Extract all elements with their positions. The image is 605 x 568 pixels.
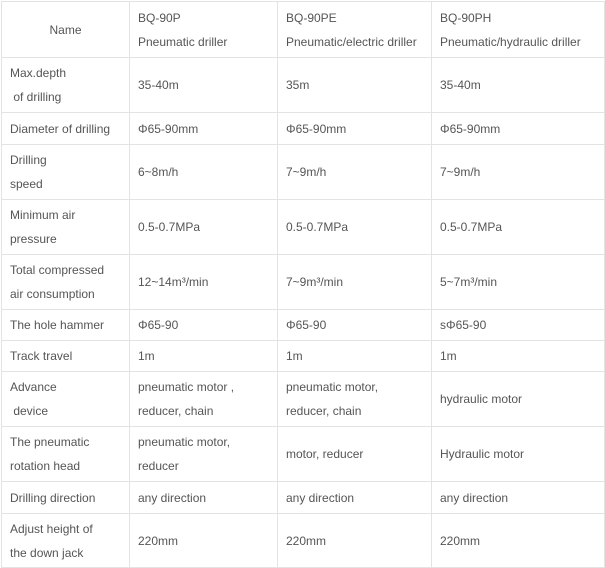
cell-value: 220mm bbox=[138, 533, 179, 548]
table-row bbox=[2, 372, 605, 427]
row-label-cell bbox=[2, 341, 130, 372]
cell-value: 0.5-0.7MPa bbox=[440, 220, 503, 234]
value-cell bbox=[278, 482, 432, 514]
cell-value: 220mm bbox=[286, 533, 327, 548]
value-cell bbox=[278, 427, 432, 482]
table-row bbox=[2, 200, 605, 255]
value-cell bbox=[130, 58, 278, 113]
value-cell bbox=[432, 255, 605, 310]
table-row bbox=[2, 58, 605, 113]
model-type: Pneumatic driller bbox=[138, 34, 228, 49]
row-label-line: Max.depth bbox=[10, 66, 67, 80]
value-cell bbox=[130, 255, 278, 310]
row-label-cell bbox=[2, 372, 130, 427]
row-label-line: Advance bbox=[10, 380, 57, 394]
model-code: BQ-90P bbox=[138, 10, 181, 25]
cell-value: 0.5-0.7MPa bbox=[286, 220, 349, 234]
row-label-line: air consumption bbox=[10, 287, 95, 301]
table-row bbox=[2, 310, 605, 341]
row-label-cell bbox=[2, 200, 130, 255]
cell-value: sΦ65-90 bbox=[440, 318, 487, 332]
cell-value: Φ65-90mm bbox=[138, 121, 199, 136]
cell-value: Φ65-90 bbox=[286, 318, 327, 332]
table-row bbox=[2, 427, 605, 482]
value-cell bbox=[432, 113, 605, 145]
model-header-cell-bq90pe bbox=[278, 2, 432, 58]
row-label-line: Adjust height of bbox=[10, 521, 93, 536]
row-label-line: The hole hammer bbox=[10, 318, 105, 332]
spec-table bbox=[1, 1, 605, 568]
cell-value: 5~7m³/min bbox=[440, 275, 498, 289]
cell-value: any direction bbox=[286, 490, 355, 505]
value-cell bbox=[130, 113, 278, 145]
value-cell bbox=[278, 58, 432, 113]
model-code: BQ-90PH bbox=[440, 10, 492, 25]
value-cell bbox=[278, 255, 432, 310]
value-cell bbox=[130, 200, 278, 255]
model-type: Pneumatic/hydraulic driller bbox=[440, 34, 581, 49]
cell-value: 35-40m bbox=[440, 78, 481, 92]
cell-value: 7~9m³/min bbox=[286, 275, 344, 289]
value-cell bbox=[278, 113, 432, 145]
cell-value: 1m bbox=[286, 349, 303, 363]
cell-value-line: reducer bbox=[138, 459, 179, 473]
value-cell bbox=[278, 200, 432, 255]
row-label-cell bbox=[2, 58, 130, 113]
row-label-line: The pneumatic bbox=[10, 435, 90, 449]
cell-value: Hydraulic motor bbox=[440, 447, 525, 461]
row-label-cell bbox=[2, 482, 130, 514]
row-label-cell bbox=[2, 310, 130, 341]
row-label-cell bbox=[2, 255, 130, 310]
value-cell bbox=[432, 310, 605, 341]
table-row bbox=[2, 145, 605, 200]
table-row bbox=[2, 255, 605, 310]
value-cell bbox=[130, 310, 278, 341]
cell-value: 7~9m/h bbox=[286, 165, 327, 179]
row-label-line: Diameter of drilling bbox=[10, 121, 111, 136]
value-cell bbox=[130, 145, 278, 200]
cell-value: 35-40m bbox=[138, 78, 179, 92]
row-label-line: of drilling bbox=[10, 90, 62, 104]
value-cell bbox=[432, 200, 605, 255]
value-cell bbox=[130, 372, 278, 427]
value-cell bbox=[278, 341, 432, 372]
cell-value-line: reducer, chain bbox=[138, 404, 214, 418]
table-row bbox=[2, 341, 605, 372]
value-cell bbox=[432, 341, 605, 372]
cell-value: Φ65-90mm bbox=[286, 121, 347, 136]
row-label-line: device bbox=[10, 404, 49, 418]
value-cell bbox=[130, 341, 278, 372]
cell-value: any direction bbox=[440, 490, 509, 505]
model-header-cell-bq90p bbox=[130, 2, 278, 58]
cell-value: any direction bbox=[138, 490, 207, 505]
value-cell bbox=[432, 427, 605, 482]
value-cell bbox=[130, 482, 278, 514]
row-label-cell bbox=[2, 145, 130, 200]
cell-value: 1m bbox=[138, 349, 155, 363]
value-cell bbox=[278, 310, 432, 341]
row-label-cell bbox=[2, 113, 130, 145]
cell-value: motor, reducer bbox=[286, 447, 364, 461]
row-label-line: Track travel bbox=[10, 349, 73, 363]
row-label-line: Total compressed bbox=[10, 263, 105, 277]
name-header-label: Name bbox=[49, 22, 82, 37]
cell-value-line: pneumatic motor, bbox=[286, 380, 379, 394]
cell-value: 7~9m/h bbox=[440, 165, 481, 179]
model-code: BQ-90PE bbox=[286, 10, 337, 25]
cell-value: Φ65-90mm bbox=[440, 121, 501, 136]
cell-value: 6~8m/h bbox=[138, 165, 179, 179]
value-cell bbox=[432, 58, 605, 113]
table-row bbox=[2, 113, 605, 145]
cell-value: 1m bbox=[440, 349, 457, 363]
cell-value: hydraulic motor bbox=[440, 392, 523, 406]
row-label-line: Minimum air bbox=[10, 208, 76, 222]
cell-value-line: reducer, chain bbox=[286, 404, 362, 418]
value-cell bbox=[432, 145, 605, 200]
row-label-cell bbox=[2, 427, 130, 482]
name-header-cell bbox=[2, 2, 130, 58]
value-cell bbox=[278, 372, 432, 427]
row-label-line: pressure bbox=[10, 232, 57, 246]
value-cell bbox=[130, 514, 278, 568]
row-label-line: speed bbox=[10, 177, 43, 191]
value-cell bbox=[432, 372, 605, 427]
cell-value: 12~14m³/min bbox=[138, 275, 209, 289]
row-label-line: rotation head bbox=[10, 459, 81, 473]
table-row bbox=[2, 482, 605, 514]
cell-value: Φ65-90 bbox=[138, 318, 179, 332]
table-row bbox=[2, 514, 605, 568]
header-row bbox=[2, 2, 605, 58]
model-type: Pneumatic/electric driller bbox=[286, 34, 417, 49]
value-cell bbox=[432, 482, 605, 514]
model-header-cell-bq90ph bbox=[432, 2, 605, 58]
row-label-line: Drilling bbox=[10, 153, 47, 167]
value-cell bbox=[130, 427, 278, 482]
value-cell bbox=[278, 514, 432, 568]
cell-value-line: pneumatic motor, bbox=[138, 435, 231, 449]
row-label-line: Drilling direction bbox=[10, 490, 96, 505]
cell-value-line: pneumatic motor , bbox=[138, 380, 235, 394]
value-cell bbox=[432, 514, 605, 568]
cell-value: 220mm bbox=[440, 533, 481, 548]
row-label-cell bbox=[2, 514, 130, 568]
row-label-line: the down jack bbox=[10, 545, 84, 560]
cell-value: 35m bbox=[286, 78, 310, 92]
value-cell bbox=[278, 145, 432, 200]
cell-value: 0.5-0.7MPa bbox=[138, 220, 201, 234]
